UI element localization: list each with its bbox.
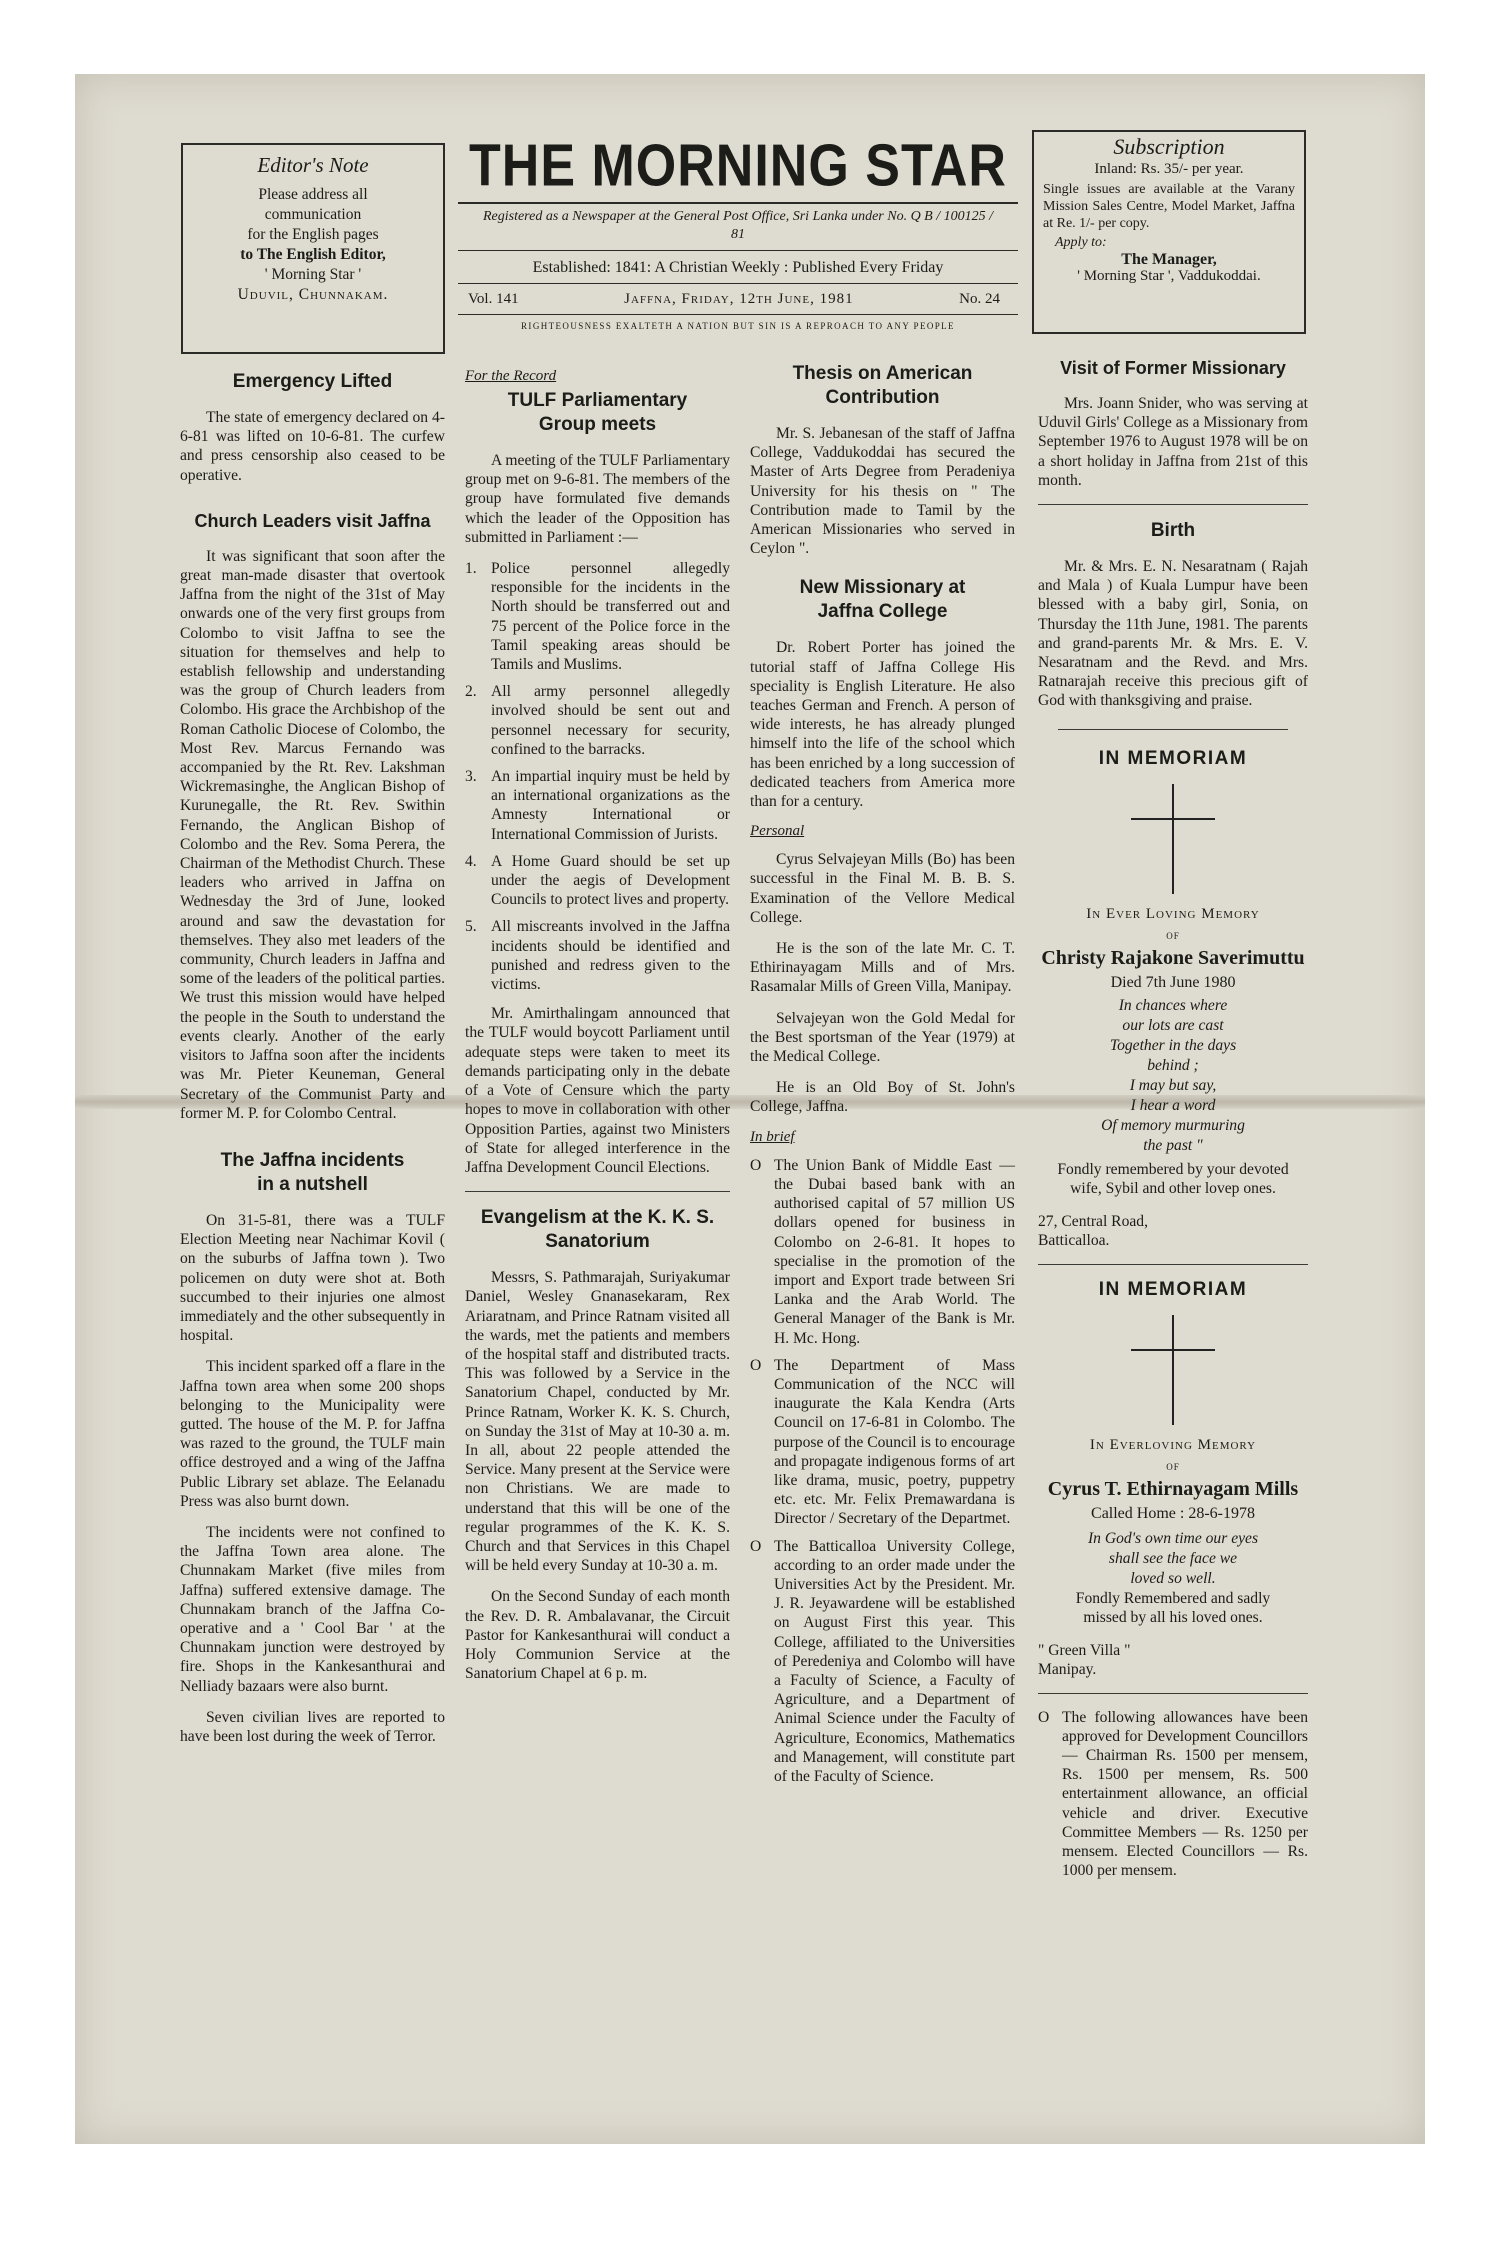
- memoriam-subtitle: In Ever Loving Memory: [1086, 905, 1260, 922]
- article-paragraph: On the Second Sunday of each month the Rev. D. R. Ambalavanar, the Circuit Pastor for Kankesanthurai will conduct a Holy Communion Service at the Sanatorium Chapel at 6 p. m.: [465, 1588, 730, 1683]
- memoriam-remembered: Fondly Remembered and sadly missed by all his loved ones.: [1075, 1589, 1271, 1626]
- memoriam-notice-1: [1038, 748, 1308, 1250]
- list-item: 2. All army personnel allegedly involved should be sent out and personnel necessary for security, confined to the barracks.: [465, 683, 730, 758]
- divider: [1058, 729, 1288, 730]
- article-paragraph: Messrs, S. Pathmarajah, Suriyakumar Daniel, Wesley Gnanasekaram, Rex Ariaratnam, and Prince Ratnam visited all the wards, met the patients and members of the hospital staff and distributed tracts. This was followed by a Service in the Sanatorium Chapel, conducted by Mr. Prince Ratnam, Worker K. K. S. Church, on Sunday the 31st of May at 10-30 a. m. In all, about 22 people attended the Service. Many present at the Service were non Christians. We are made to understand that this will be one of the regular programmes of the K. K. S. Church and that Services in this Chapel will be held every Sunday at 10-30 a. m.: [465, 1269, 730, 1575]
- list-item: O The Department of Mass Communication of the NCC will inaugurate the Kala Kendra (Arts Council on 17-6-81 in Colombo. The purpose of the Council is to encourage and propagate indigenous forms of art like drama, music, poetry, puppetry etc. etc. Mr. Felix Premawardana is Director / Secretary of the Departmet.: [750, 1356, 1015, 1528]
- masthead: [458, 130, 1018, 345]
- article-paragraph: This incident sparked off a flare in the Jaffna town area when some 200 shops belonging to the Municipality were gutted. The house of the M. P. for Jaffna was razed to the ground, the TULF main office destroyed and a wing of the Jaffna Public Library set ablaze. The Eelanadu Press was also burnt down.: [180, 1358, 445, 1510]
- column-4: [1038, 356, 1308, 1888]
- subscription-inland: Inland: Rs. 35/- per year.: [1094, 161, 1244, 177]
- list-item: 1. Police personnel allegedly responsible for the incidents in the North should be transferred out and 75 percent of the Police force in the Tamil speaking areas should be Tamils and Muslims.: [465, 560, 730, 674]
- list-item: 4. A Home Guard should be set up under the aegis of Development Councils to protect lives and property.: [465, 852, 730, 909]
- cross-icon: [1131, 1315, 1215, 1425]
- divider: [465, 1191, 730, 1192]
- memoriam-name: Cyrus T. Ethirnayagam Mills: [1047, 1477, 1299, 1500]
- motto: RIGHTEOUSNESS EXALTETH A NATION BUT SIN IS A REPROACH TO ANY PEOPLE: [521, 321, 955, 331]
- memoriam-notice-2: [1038, 1279, 1308, 1679]
- allowances-notice: [1038, 1708, 1308, 1881]
- list-item: O The Batticalloa University College, according to an order made under the Universities Act by the President. Mr. J. R. Jeyawardene will be established on August First this year. This College, affiliated to the Universities of Peredeniya and Colombo will have a Faculty of Science, a Faculty of Agriculture, and a Department of Animal Science under the Faculty of Agriculture, Economics, Mathematics and Management, will constitute part of the Faculty of Science.: [750, 1537, 1015, 1785]
- editors-note-title: Editor's Note: [257, 153, 369, 177]
- subscription-single: Single issues are available at the Varany Mission Sales Centre, Model Market, Jaffna at Re. 1/- per copy.: [1043, 182, 1295, 231]
- article-paragraph: Mr. & Mrs. E. N. Nesaratnam ( Rajah and Mala ) of Kuala Lumpur have been blessed with a baby girl, Sonia, on Thursday the 11th June, 1981. The parents and grand-parents Mr. & Mrs. E. V. Nesaratnam and the Revd. and Mrs. Ratnarajah receive this precious gift of God with thanksgiving and praise.: [1038, 558, 1308, 710]
- issue-number: No. 24: [959, 291, 1000, 307]
- article-paragraph: Selvajeyan won the Gold Medal for the Best sportsman of the Year (1979) at the Medical College.: [750, 1009, 1015, 1066]
- article-paragraph: On 31-5-81, there was a TULF Election Meeting near Nachimar Kovil ( on the suburbs of Jaffna town ). Two policemen on duty were shot at. Both succumbed to their injuries one almost immediately and the other subsequently in hospital.: [180, 1211, 445, 1345]
- memoriam-date: Called Home : 28-6-1978: [1091, 1504, 1255, 1522]
- editors-note-line: ' Morning Star ': [264, 266, 362, 283]
- list-item: 3. An impartial inquiry must be held by an international organizations as the Amnesty International or International Commission of Jurists.: [465, 768, 730, 843]
- headline-church-leaders: Church Leaders visit Jaffna: [194, 510, 431, 531]
- article-paragraph: The state of emergency declared on 4-6-81 was lifted on 10-6-81. The curfew and press censorship also ceased to be operative.: [180, 409, 445, 484]
- article-paragraph: Mr. S. Jebanesan of the staff of Jaffna College, Vaddukoddai has secured the Master of Arts Degree from Peradeniya University for his thesis on " The Contribution made to Tamil by the American Missionaries who served in Ceylon ".: [750, 425, 1015, 558]
- memoriam-address: Manipay.: [1038, 1660, 1097, 1678]
- article-paragraph: Cyrus Selvajeyan Mills (Bo) has been successful in the Final M. B. B. S. Examination of the Vellore Medical College.: [750, 851, 1015, 926]
- divider: [1038, 1264, 1308, 1265]
- headline-tulf: TULF Parliamentary Group meets: [507, 390, 688, 435]
- article-paragraph: Mr. Amirthalingam announced that the TULF would boycott Parliament until adequate steps were taken to meet its demands participating only in the debate of a Vote of Censure which the party hopes to move in collaboration with other Opposition Parties, against two Ministers of State for alleged interference in the Jaffna Development Council Elections.: [465, 1005, 730, 1176]
- kicker-personal: Personal: [750, 823, 805, 840]
- memoriam-name: Christy Rajakone Saverimuttu: [1041, 946, 1305, 969]
- headline-visit-former-missionary: Visit of Former Missionary: [1060, 358, 1286, 378]
- memoriam-of: of: [1166, 1457, 1180, 1473]
- list-item: O The Union Bank of Middle East — the Dubai based bank with an authorised capital of 57 million US dollars opened for business in Colombo on 2-6-81. It hopes to specialise in the promotion of the import and Export trade between Sri Lanka and the Arab World. The General Manager of the Bank is Mr. H. Mc. Hong.: [750, 1156, 1015, 1347]
- editors-note-line: Please address all: [258, 186, 368, 203]
- headline-evangelism: Evangelism at the K. K. S. Sanatorium: [480, 1207, 715, 1253]
- editors-note-line: for the English pages: [247, 226, 379, 243]
- memoriam-poem: In chances where our lots are cast Together in the days behind ; I may but say, I hear a word Of memory murmuring the past ": [1101, 996, 1245, 1154]
- volume-number: Vol. 141: [468, 291, 519, 307]
- memoriam-date: Died 7th June 1980: [1110, 973, 1236, 991]
- subscription-manager: The Manager,: [1121, 251, 1217, 268]
- in-brief-list: [750, 1156, 1015, 1787]
- list-item: O The following allowances have been approved for Development Councillors — Chairman Rs. 1500 per mensem, Rs. 1500 per mensem, Rs. 500 entertainment allowance, an official vehicle and driver. Executive Committee Members — Rs. 1250 per mensem. Elected Councillors — Rs. 1000 per mensem.: [1038, 1708, 1308, 1880]
- memoriam-address: " Green Villa ": [1038, 1641, 1131, 1659]
- subscription-title: Subscription: [1113, 134, 1225, 159]
- memoriam-of: of: [1166, 926, 1180, 942]
- article-paragraph: Dr. Robert Porter has joined the tutorial staff of Jaffna College His speciality is English Literature. He also teaches German and French. A person of wide interests, he has already plunged himself into the life of the school which has been enriched by a long succession of dedicated teachers from America more than for a century.: [750, 639, 1015, 811]
- subscription-address: ' Morning Star ', Vaddukoddai.: [1077, 268, 1261, 284]
- article-paragraph: The incidents were not confined to the Jaffna Town area alone. The Chunnakam Market (five miles from Jaffna) suffered extensive damage. The Chunnakam branch of the Jaffna Co-operative and a ' Cool Bar ' at the Chunnakam junction were destroyed by fire. Shops in the Kankesanthurai and Nelliady bazaars were also burnt.: [180, 1523, 445, 1695]
- dateline: Jaffna, Friday, 12th June, 1981: [624, 291, 854, 307]
- article-paragraph: Seven civilian lives are reported to have been lost during the week of Terror.: [180, 1708, 445, 1745]
- headline-thesis: Thesis on American Contribution: [792, 363, 973, 408]
- memoriam-heading: IN MEMORIAM: [1098, 1278, 1248, 1300]
- headline-birth: Birth: [1150, 520, 1196, 542]
- cross-icon: [1131, 784, 1215, 894]
- kicker-for-the-record: For the Record: [465, 368, 557, 384]
- established-line: Established: 1841: A Christian Weekly : Published Every Friday: [532, 259, 944, 276]
- list-item: 5. All miscreants involved in the Jaffna incidents should be identified and punished and redress given to the victims.: [465, 918, 730, 994]
- memoriam-address: Batticalloa.: [1038, 1231, 1110, 1249]
- subscription-box: [1032, 130, 1306, 334]
- article-paragraph: Mrs. Joann Snider, who was serving at Uduvil Girls' College as a Missionary from September 1976 to August 1978 will be on a short holiday in Jaffna from 21st of this month.: [1038, 395, 1308, 489]
- headline-jaffna-incidents: The Jaffna incidents in a nutshell: [220, 1149, 405, 1195]
- newspaper-title: THE MORNING STAR: [469, 132, 1007, 200]
- subscription-apply: Apply to:: [1055, 235, 1107, 250]
- article-paragraph: It was significant that soon after the great man-made disaster that overtook Jaffna from the night of the 31st of May onwards one of the very first groups from Colombo to visit Jaffna to see the situation for themselves and help to establish fellowship and understanding was the group of Church leaders from Colombo. His grace the Archbishop of the Roman Catholic Diocese of Colombo, the Most Rev. Marcus Fernando was accompanied by the Rt. Rev. Lakshman Wickremasinghe, the Anglican Bishop of Kurunegalle, the Rt. Rev. Swithin Fernando, the Anglican Bishop of Colombo and the Rev. Soma Perera, the Chairman of the Methodist Church. These leaders who arrived in Jaffna on Wednesday the 3rd of June, looked around and saw the devastation for themselves. They also met leaders of the community, Church leaders in Jaffna and some of the leaders of the political parties. We trust this mission would have helped the people in the South to understand the events clearly. Another of the early visitors to Jaffna soon after the incidents was Mr. Pieter Keuneman, General Secretary of the Communist Party and former M. P. for Colombo Central.: [180, 547, 446, 1122]
- column-3: [750, 362, 1015, 1794]
- editors-note-line: to The English Editor,: [240, 246, 386, 263]
- demands-list: [465, 559, 730, 994]
- kicker-in-brief: In brief: [750, 1128, 795, 1145]
- divider: [1038, 1693, 1308, 1694]
- registration-line: Registered as a Newspaper at the General Post Office, Sri Lanka under No. Q B / 100125 / 81: [482, 209, 994, 242]
- article-paragraph: A meeting of the TULF Parliamentary group met on 9-6-81. The members of the group have formulated five demands which the leader of the Opposition has submitted in Parliament :—: [465, 452, 730, 546]
- memoriam-heading: IN MEMORIAM: [1098, 747, 1248, 769]
- article-paragraph: He is the son of the late Mr. C. T. Ethirinayagam Mills and of Mrs. Rasamalar Mills of Green Villa, Manipay.: [750, 940, 1015, 996]
- headline-emergency: Emergency Lifted: [232, 371, 393, 392]
- headline-new-missionary: New Missionary at Jaffna College: [799, 577, 966, 623]
- memoriam-address: 27, Central Road,: [1038, 1212, 1149, 1230]
- editors-note-line: Uduvil, Chunnakam.: [237, 286, 389, 303]
- editors-note-box: [181, 143, 445, 354]
- editors-note-line: communication: [264, 206, 362, 223]
- memoriam-remembered: Fondly remembered by your devoted wife, Sybil and other lovep ones.: [1057, 1160, 1289, 1197]
- column-2: [465, 368, 730, 1695]
- column-1: [180, 370, 445, 1758]
- memoriam-poem: In God's own time our eyes shall see the face we loved so well.: [1087, 1529, 1259, 1587]
- divider: [1038, 504, 1308, 505]
- article-paragraph: He is an Old Boy of St. John's College, Jaffna.: [750, 1079, 1015, 1116]
- memoriam-subtitle: In Everloving Memory: [1089, 1436, 1257, 1453]
